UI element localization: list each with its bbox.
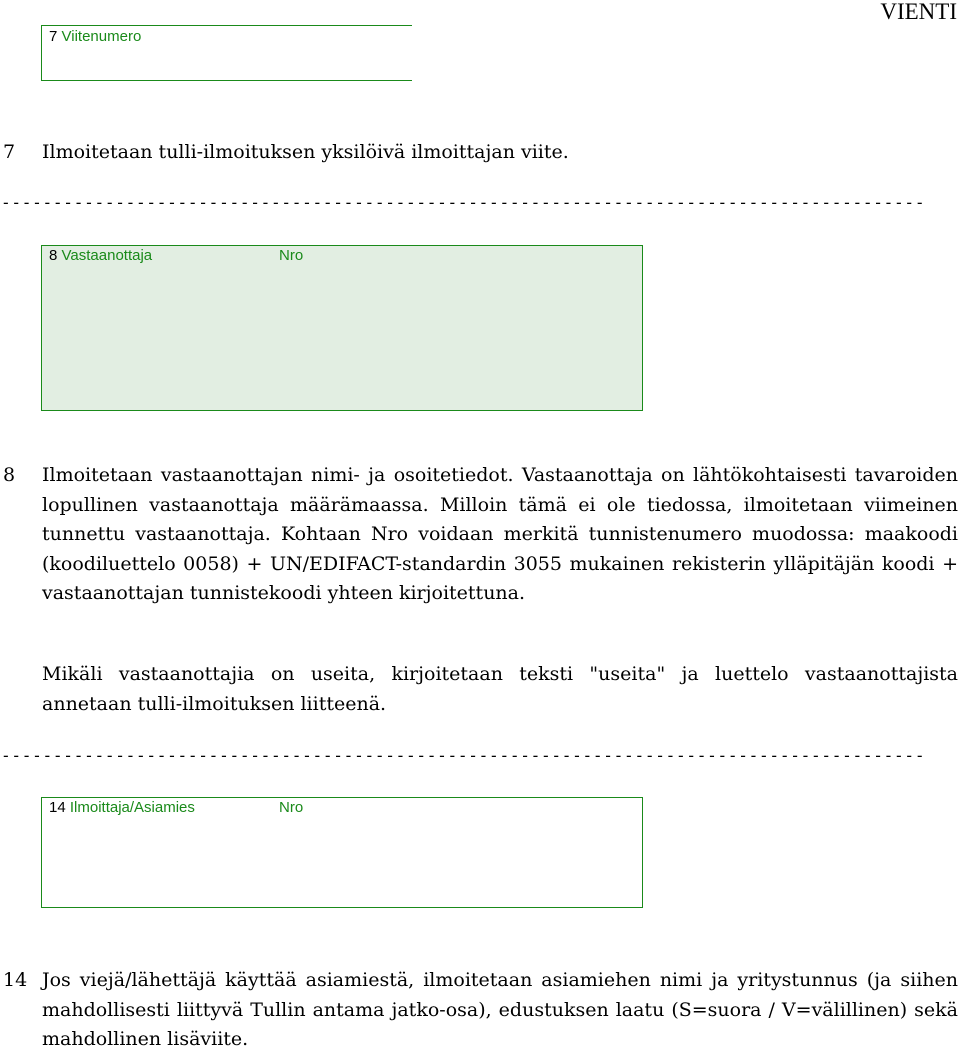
field-number: 8 <box>49 247 58 264</box>
item-number-14: 14 <box>3 969 28 991</box>
field-title: Viitenumero <box>61 28 142 45</box>
item-number-8: 8 <box>3 464 16 486</box>
item-text-7: Ilmoitetaan tulli-ilmoituksen yksilöivä ilmoittajan viite. <box>42 141 569 163</box>
field-nro-label: Nro <box>279 247 304 264</box>
item-text-8-note: Mikäli vastaanottajia on useita, kirjoitetaan teksti "useita" ja luettelo vastaanottajista annetaan tulli-ilmoituksen liitteenä. <box>42 663 958 715</box>
field-box-vastaanottaja[interactable] <box>41 245 643 411</box>
item-text-8: Ilmoitetaan vastaanottajan nimi- ja osoitetiedot. Vastaanottaja on lähtökohtaisesti tavaroiden lopullinen vastaanottaja määrämaassa. Milloin tämä ei ole tiedossa, ilmoitetaan viimeinen tunnettu vastaanottaja. Kohtaan Nro voidaan merkitä tunnistenumero muodossa: maakoodi (koodiluettelo 0058) + UN/EDIFACT-standardin 3055 mukainen rekisterin ylläpitäjän koodi + vastaanottajan tunnistekoodi yhteen kirjoitettuna. <box>42 464 958 604</box>
field-box-viitenumero[interactable] <box>41 25 412 81</box>
field-title: Ilmoittaja/Asiamies <box>69 799 195 816</box>
item-number-7: 7 <box>3 141 16 163</box>
field-number: 14 <box>49 799 66 816</box>
field-label-ilmoittaja-asiamies <box>49 799 195 816</box>
separator-line: - - - - - - - - - - - - - - - - - - - - - - - - - - - - - - - - - - - - - - - - - - - - - - - - - - - - - - - - - - - - - - - - - - - - - - - - - - - - - - - - - - - - - - - - - <box>3 746 923 765</box>
field-label-vastaanottaja <box>49 247 152 264</box>
item-text-14: Jos viejä/lähettäjä käyttää asiamiestä, ilmoitetaan asiamiehen nimi ja yritystunnus (ja siihen mahdollisesti liittyvä Tullin antama jatko-osa), edustuksen laatu (S=suora / V=välillinen) sekä mahdollinen lisäviite. <box>42 969 958 1050</box>
field-title: Vastaanottaja <box>61 247 153 264</box>
section-header: VIENTI <box>880 0 957 24</box>
separator-line: - - - - - - - - - - - - - - - - - - - - - - - - - - - - - - - - - - - - - - - - - - - - - - - - - - - - - - - - - - - - - - - - - - - - - - - - - - - - - - - - - - - - - - - - - <box>3 193 923 212</box>
field-box-ilmoittaja-asiamies[interactable] <box>41 797 643 908</box>
field-number: 7 <box>49 28 58 45</box>
field-nro-label: Nro <box>279 799 304 816</box>
field-label-viitenumero <box>49 28 141 45</box>
